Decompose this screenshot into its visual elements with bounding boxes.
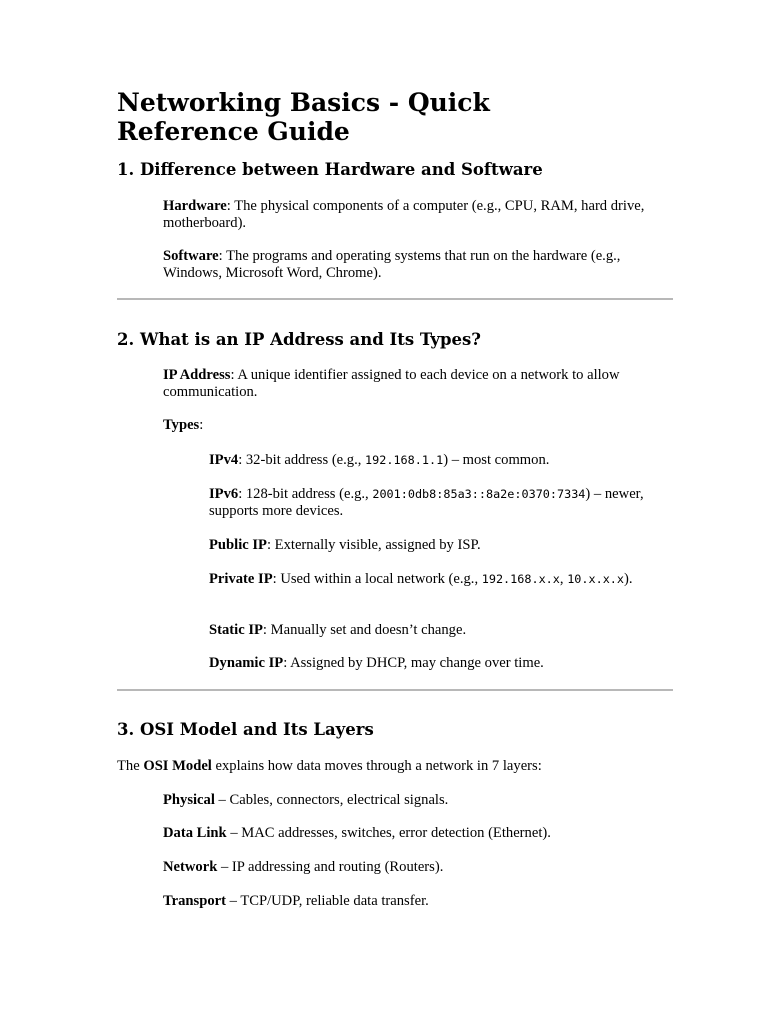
osi-layer-text: – MAC addresses, switches, error detection (Ethernet). — [226, 825, 551, 841]
osi-layer-name: Network — [163, 859, 218, 875]
hardware-definition — [163, 198, 663, 232]
ipv4-text-before: : 32-bit address (e.g., — [238, 452, 366, 468]
osi-layer-text: – TCP/UDP, reliable data transfer. — [225, 893, 429, 909]
osi-layer-text: – IP addressing and routing (Routers). — [217, 859, 444, 875]
static-ip-item — [209, 622, 649, 639]
private-ip-text-before: : Used within a local network (e.g., — [272, 571, 482, 587]
private-ip-item — [209, 571, 649, 588]
osi-layer-text: – Cables, connectors, electrical signals. — [214, 792, 449, 808]
private-ip-term: Private IP — [209, 571, 273, 587]
static-ip-term: Static IP — [209, 622, 263, 638]
software-definition — [163, 248, 663, 282]
hardware-text: : The physical components of a computer (e.g., CPU, RAM, hard drive, motherboard). — [163, 198, 645, 231]
ipv6-term: IPv6 — [209, 486, 239, 502]
ipv4-item — [209, 452, 649, 469]
private-ip-example-code-1: 192.168.x.x — [481, 572, 560, 586]
private-ip-text-middle: , — [559, 571, 568, 587]
public-ip-item — [209, 537, 649, 554]
types-label-line — [163, 417, 663, 434]
dynamic-ip-item — [209, 655, 649, 672]
ip-address-text: : A unique identifier assigned to each device on a network to allow communication. — [163, 367, 620, 400]
software-term: Software — [163, 248, 219, 264]
types-label: Types — [163, 417, 200, 433]
section-divider — [117, 298, 673, 300]
dynamic-ip-text: : Assigned by DHCP, may change over time. — [283, 655, 544, 671]
osi-layer-item — [163, 825, 663, 842]
ipv4-term: IPv4 — [209, 452, 239, 468]
osi-layer-item — [163, 792, 663, 809]
document-title: Networking Basics - Quick Reference Guide — [117, 88, 490, 146]
dynamic-ip-term: Dynamic IP — [209, 655, 284, 671]
ipv6-text-after: ) – newer, supports more devices. — [209, 486, 644, 519]
ipv4-example-code: 192.168.1.1 — [365, 453, 444, 467]
osi-layer-item — [163, 859, 663, 876]
ip-address-term: IP Address — [163, 367, 231, 383]
osi-intro-before: The — [117, 758, 144, 774]
ipv4-text-after: ) – most common. — [443, 452, 550, 468]
section-3-heading: 3. OSI Model and Its Layers — [117, 720, 374, 739]
osi-model-term: OSI Model — [143, 758, 212, 774]
public-ip-text: : Externally visible, assigned by ISP. — [266, 537, 481, 553]
ipv6-example-code: 2001:0db8:85a3::8a2e:0370:7334 — [372, 487, 586, 501]
software-text: : The programs and operating systems that run on the hardware (e.g., Windows, Microsoft Word, Chrome). — [163, 248, 621, 281]
static-ip-text: : Manually set and doesn’t change. — [262, 622, 467, 638]
private-ip-text-after: ). — [624, 571, 633, 587]
osi-layer-name: Physical — [163, 792, 215, 808]
ip-address-definition — [163, 367, 663, 401]
private-ip-example-code-2: 10.x.x.x — [567, 572, 625, 586]
osi-layer-name: Transport — [163, 893, 226, 909]
osi-layer-name: Data Link — [163, 825, 227, 841]
osi-intro-after: explains how data moves through a network in 7 layers: — [211, 758, 542, 774]
public-ip-term: Public IP — [209, 537, 267, 553]
section-divider — [117, 689, 673, 691]
ipv6-text-before: : 128-bit address (e.g., — [238, 486, 373, 502]
hardware-term: Hardware — [163, 198, 227, 214]
osi-intro — [117, 758, 673, 775]
section-1-heading: 1. Difference between Hardware and Software — [117, 160, 543, 179]
osi-layer-item — [163, 893, 663, 910]
types-colon: : — [199, 417, 204, 433]
ipv6-item — [209, 486, 649, 520]
section-2-heading: 2. What is an IP Address and Its Types? — [117, 330, 481, 349]
